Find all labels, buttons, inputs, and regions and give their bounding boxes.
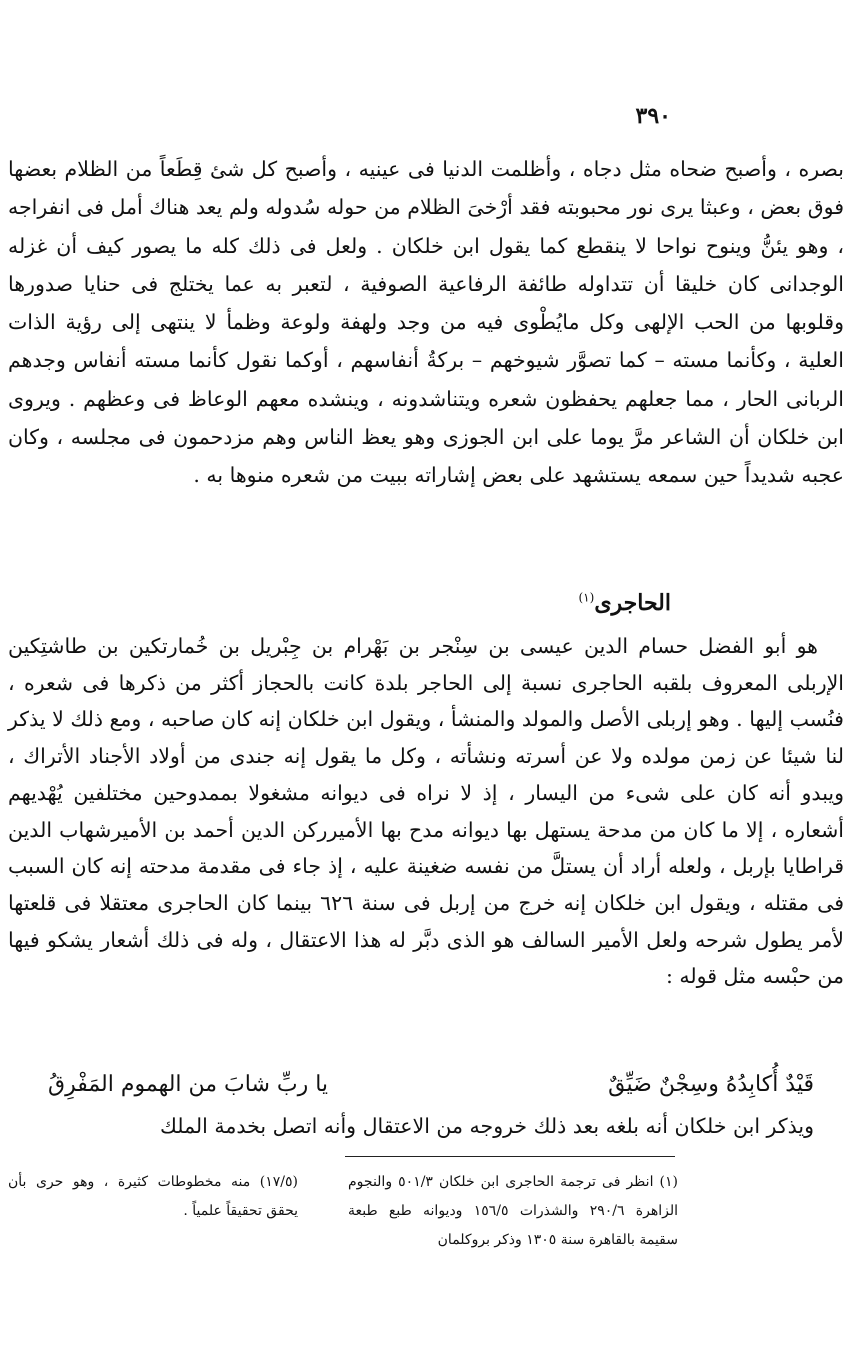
- intro-paragraph-block: [8, 150, 844, 495]
- continuation-line: ويذكر ابن خلكان أنه بلغه بعد ذلك خروجه من الاعتقال وأنه اتصل بخدمة الملك: [160, 1114, 814, 1138]
- section-body: [8, 628, 844, 995]
- footnote-left-column: (١٧/٥) منه مخطوطات كثيرة ، وهو حرى بأن يحقق تحقيقاً علمياً .: [8, 1174, 298, 1219]
- footnotes: [8, 1168, 678, 1255]
- intro-paragraph: بصره ، وأصبح ضحاه مثل دجاه ، وأظلمت الدنيا فى عينيه ، وأصبح كل شئ قِطَعاً من الظلام بعضها فوق بعض ، وعبثا يرى نور محبوبته فقد أرْخىَ الظلام من حوله سُدوله ولم يعد هناك أمل فى انفراجه ، وهو يئنُّ وينوح نواحا لا ينقطع كما يقول ابن خلكان . ولعل فى ذلك كله ما يصور كيف أن غزله الوجدانى كان خليقا أن تتداوله طائفة الرفاعية الصوفية ، لتعبر به عما يختلج فى حنايا صدورها وقلوبها من الحب الإلهى وكل مايُطْوى فيه من وجد ولهفة ولوعة وظمأ لا ينتهى إلى رؤية الذات العلية ، وكأنما مسته – كما تصوَّر شيوخهم – بركةُ أنفاسهم ، أوكما نقول كأنما مسته أنفاس وجدهم الربانى الحار ، مما جعلهم يحفظون شعره ويتناشدونه ، وينشده معهم الوعاظ فى وعظهم . ويروى ابن خلكان أن الشاعر مرَّ يوما على ابن الجوزى وهو يعظ الناس وهم مزدحمون فى مجلسه ، وكان عجبه شديداً حين سمعه يستشهد على بعض إشاراته ببيت من شعره منوها به .: [8, 157, 844, 488]
- poetry-verse: [8, 1072, 844, 1097]
- section-paragraph: هو أبو الفضل حسام الدين عيسى بن سِنْجر بن بَهْرام بن جِبْريل بن خُمارتكين بن طاشتِكين الإربلى المعروف بلقبه الحاجرى نسبة إلى الحاجر بلدة كانت بالحجاز أكثر من ذكرها فى شعره ، فنُسب إليها . وهو إربلى الأصل والمولد والمنشأ ، ويقول ابن خلكان إنه كان صاحبه ، ومع ذلك لا يذكر لنا شيئا عن زمن مولده ولا عن أسرته ونشأته ، وكل ما يقول إنه جندى من أولاد الأجناد الأتراك ، ويبدو أنه كان على شىء من اليسار ، إذ لا نراه فى ديوانه مشغولا بممدوحين مختلفين يُهْديهم أشعاره ، إلا ما كان من مدحة يستهل بها ديوانه مدح بها الأميرركن الدين أحمد بن الأميرشهاب الدين قراطايا بإربل ، ولعله أراد أن يستلَّ من نفسه ضغينة عليه ، إذ جاء فى مقدمة مدحته إنه كان السبب فى مقتله ، ويقول ابن خلكان إنه خرج من إربل فى سنة ٦٢٦ بينما كان الحاجرى معتقلا فى قلعتها لأمر يطول شرحه ولعل الأمير السالف هو الذى دبَّر له هذا الاعتقال ، وله فى ذلك أشعار يشكو فيها من حبْسه مثل قوله :: [8, 634, 844, 989]
- footnote-marker: (١): [578, 590, 595, 605]
- footnote-divider: [345, 1156, 675, 1157]
- section-heading: [578, 590, 671, 616]
- verse-second-hemistich: يا ربِّ شابَ من الهموم المَفْرِقُ: [48, 1072, 329, 1097]
- page-number: ٣٩٠: [635, 103, 671, 129]
- section-title: الحاجرى: [594, 590, 671, 616]
- footnote-right-column: (١) انظر فى ترجمة الحاجرى ابن خلكان ٥٠١/٣ والنجوم الزاهرة ٢٩٠/٦ والشذرات ١٥٦/٥ وديوانه طبع طبعة سقيمة بالقاهرة سنة ١٣٠٥ وذكر بروكلمان: [348, 1174, 679, 1248]
- verse-first-hemistich: قَيْدٌ أُكابِدُهُ وسِجْنٌ ضَيِّقٌ: [608, 1072, 814, 1097]
